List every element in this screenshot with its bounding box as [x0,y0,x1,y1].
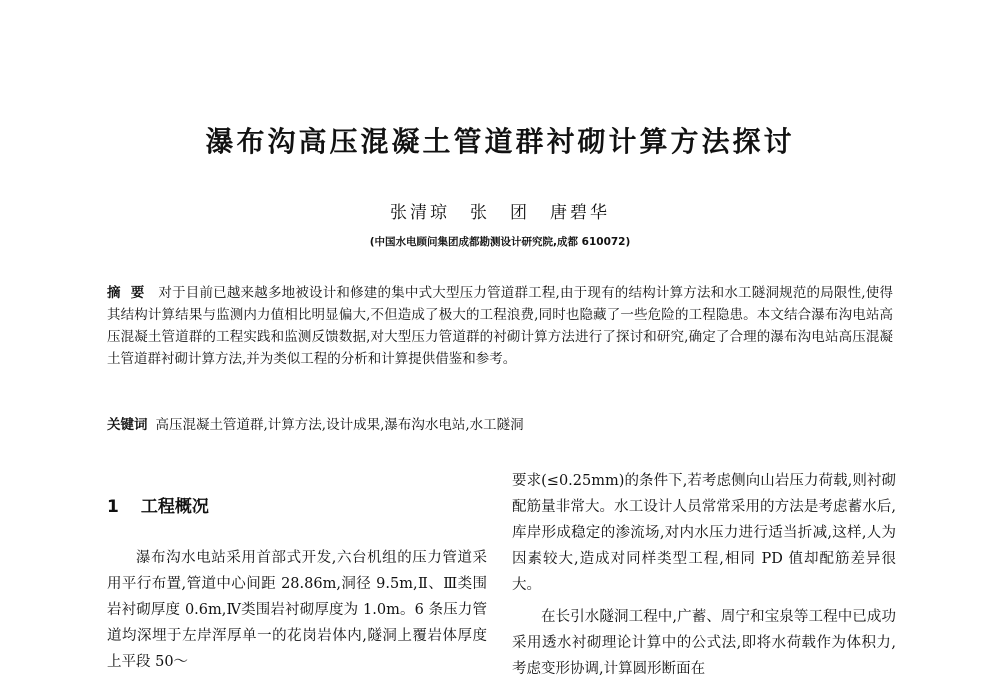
keywords-label: 关键词 [107,417,148,433]
section-title: 工程概况 [140,497,209,517]
abstract-text: 对于目前已越来越多地被设计和修建的集中式大型压力管道群工程,由于现有的结构计算方法和水工隧洞规范的局限性,使得其结构计算结果与监测内力值相比明显偏大,不但造成了极大的工程浪费,同时也隐藏了一些危险的工程隐患。本文结合瀑布沟电站高压混凝土管道群的工程实践和监测反馈数据,对大型压力管道群的衬砌计算方法进行了探讨和研究,确定了合理的瀑布沟电站高压混凝土管道群衬砌计算方法,并为类似工程的分析和计算提供借鉴和参考。 [107,285,893,367]
keywords [107,414,893,436]
right-column [512,468,896,682]
abstract-label: 摘要 [107,285,155,301]
section-heading [107,492,209,517]
paper-title: 瀑布沟高压混凝土管道群衬砌计算方法探讨 [205,125,795,158]
affiliation: (中国水电顾问集团成都勘测设计研究院,成都 610072) [369,236,631,248]
authors: 张清琼 张 团 唐碧华 [390,203,610,223]
body-paragraph: 在长引水隧洞工程中,广蓄、周宁和宝泉等工程中已成功采用透水衬砌理论计算中的公式法,即将水荷载作为体积力,考虑变形协调,计算圆形断面在 [512,609,896,677]
section-number: 1 [107,497,119,517]
left-column [107,545,487,675]
body-paragraph: 要求(≤0.25mm)的条件下,若考虑侧向山岩压力荷载,则衬砌配筋量非常大。水工设计人员常常采用的方法是考虑蓄水后,库岸形成稳定的渗流场,对内水压力进行适当折减,这样,人为因素较大,造成对同样类型工程,相同 PD 值却配筋差异很大。 [512,473,896,593]
abstract [107,282,893,370]
keywords-text: 高压混凝土管道群,计算方法,设计成果,瀑布沟水电站,水工隧洞 [155,417,524,433]
body-paragraph: 瀑布沟水电站采用首部式开发,六台机组的压力管道采用平行布置,管道中心间距 28.86m,洞径 9.5m,Ⅱ、Ⅲ类围岩衬砌厚度 0.6m,Ⅳ类围岩衬砌厚度为 1.0m。6 条压力管道均深埋于左岸浑厚单一的花岗岩体内,隧洞上覆岩体厚度上平段 50～ [107,550,487,670]
